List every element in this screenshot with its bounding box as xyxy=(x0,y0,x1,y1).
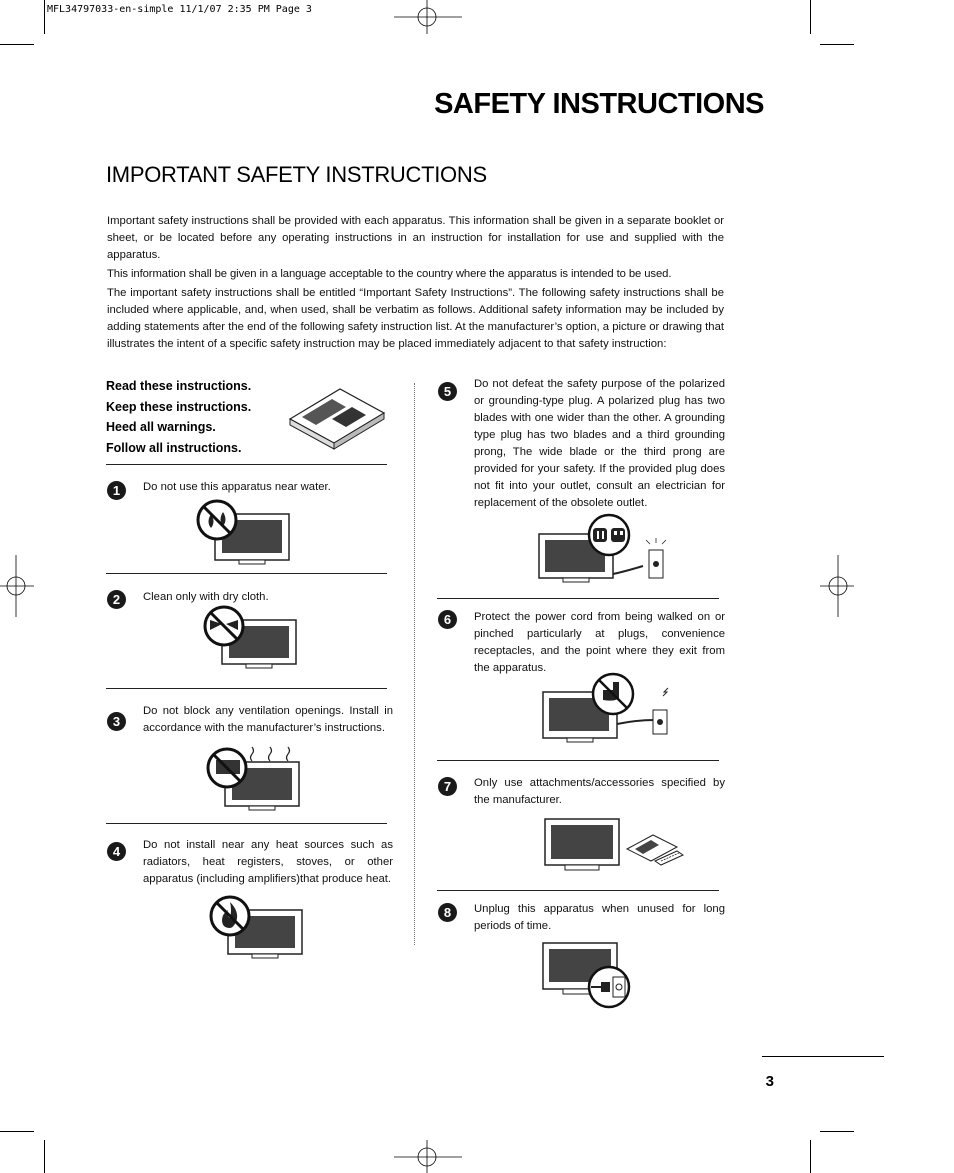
item-text-2: Clean only with dry cloth. xyxy=(143,591,269,603)
no-heat-source-icon xyxy=(208,894,308,964)
section-title: IMPORTANT SAFETY INSTRUCTIONS xyxy=(106,162,487,187)
no-water-icon xyxy=(195,498,295,568)
item-number-5: 5 xyxy=(438,382,457,401)
item-number-8: 8 xyxy=(438,903,457,922)
read-list-item: Read these instructions. xyxy=(106,379,252,393)
intro-paragraph-3: The important safety instructions shall be entitled “Important Safety Instructions”. The following safety instructions shall be included where applicable, and, when used, shall be verbatim as follows. Additional safety information may be included by adding statements after the end of the following safety instruction list. At the manufacturer’s option, a picture or drawing that illustrates the intent of a specific safety instruction may be placed immediately adjacent to that safety instruction: xyxy=(107,287,724,350)
item-number-2: 2 xyxy=(107,590,126,609)
divider xyxy=(106,823,387,824)
divider xyxy=(437,760,719,761)
item-number-3: 3 xyxy=(107,712,126,731)
item-text-3: Do not block any ventilation openings. Install in accordance with the manufacturer’s instructions. xyxy=(143,705,393,734)
ventilation-icon xyxy=(205,744,305,812)
item-number-6: 6 xyxy=(438,610,457,629)
divider xyxy=(106,573,387,574)
item-text-6: Protect the power cord from being walked on or pinched particularly at plugs, convenience receptacles, and the point where they exit from the apparatus. xyxy=(474,611,725,674)
item-number-4: 4 xyxy=(107,842,126,861)
polarized-plug-icon xyxy=(536,514,666,584)
registration-mark-bottom xyxy=(394,1140,462,1173)
intro-paragraph-2: This information shall be given in a language acceptable to the country where the apparatus is intended to be used. xyxy=(107,268,672,280)
item-text-5: Do not defeat the safety purpose of the polarized or grounding-type plug. A polarized plug has two blades with one wider than the other. A grounding type plug has two blades and a third grounding prong, The wide blade or the third prong are provided for your safety. If the provided plug does not fit into your outlet, consult an electrician for replacement of the obsolete outlet. xyxy=(474,378,725,509)
item-number-1: 1 xyxy=(107,481,126,500)
accessories-icon xyxy=(543,817,691,875)
page-title: SAFETY INSTRUCTIONS xyxy=(434,88,764,120)
registration-mark-top xyxy=(394,0,462,34)
print-slug: MFL34797033-en-simple 11/1/07 2:35 PM Page 3 xyxy=(47,4,312,15)
read-list-item: Follow all instructions. xyxy=(106,440,242,455)
unplug-icon xyxy=(541,941,633,1009)
divider xyxy=(106,688,387,689)
read-list-item: Heed all warnings. xyxy=(106,420,216,434)
read-instructions-list xyxy=(106,376,251,458)
item-text-8: Unplug this apparatus when unused for long periods of time. xyxy=(474,903,725,932)
intro-paragraph-1: Important safety instructions shall be provided with each apparatus. This information shall be given in a separate booklet or sheet, or be located before any operating instructions in an instruction for installation for use and supplied with the apparatus. xyxy=(107,215,724,261)
divider xyxy=(437,890,719,891)
registration-mark-left xyxy=(0,555,34,617)
read-list-item: Keep these instructions. xyxy=(106,399,252,414)
item-number-7: 7 xyxy=(438,777,457,796)
divider xyxy=(106,464,387,465)
footer-rule xyxy=(762,1056,884,1057)
divider xyxy=(437,598,719,599)
column-divider xyxy=(414,383,415,945)
manual-booklet-icon xyxy=(286,385,386,451)
item-text-4: Do not install near any heat sources such as radiators, heat registers, stoves, or other apparatus (including amplifiers)that produce heat. xyxy=(143,839,393,885)
registration-mark-right xyxy=(820,555,854,617)
dry-cloth-icon xyxy=(202,606,302,670)
page-number: 3 xyxy=(765,1073,774,1090)
item-text-1: Do not use this apparatus near water. xyxy=(143,481,331,493)
item-text-7: Only use attachments/accessories specified by the manufacturer. xyxy=(474,777,725,806)
protect-power-cord-icon xyxy=(541,672,671,744)
